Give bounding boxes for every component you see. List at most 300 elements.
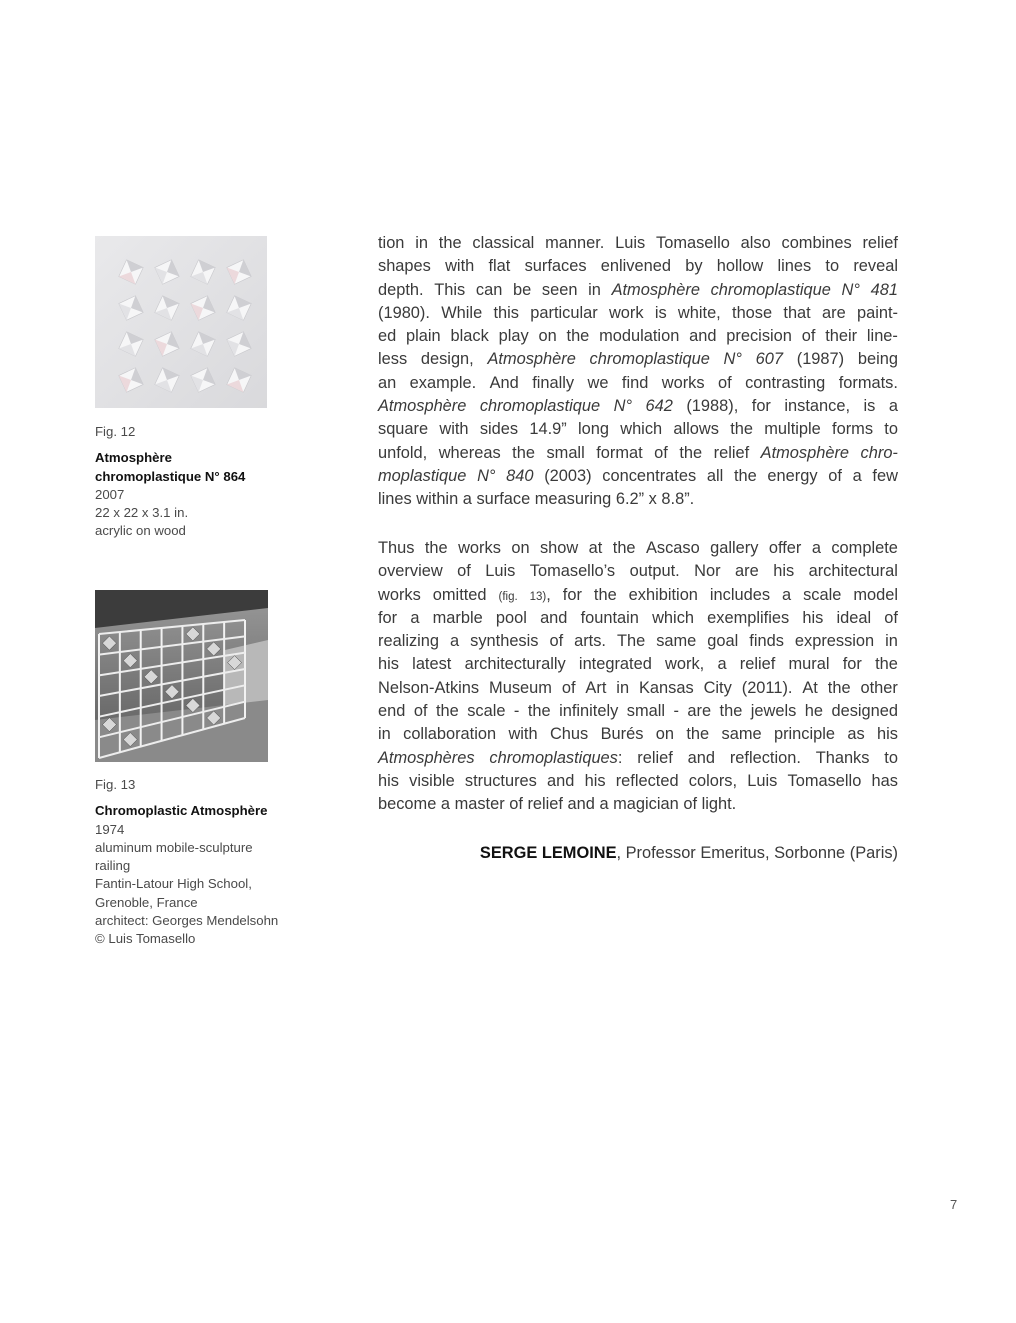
text-word xyxy=(687,700,711,723)
text-word xyxy=(616,770,679,793)
text-line xyxy=(378,677,898,700)
text-word xyxy=(568,793,595,816)
text-word xyxy=(777,255,811,278)
word: long xyxy=(577,420,609,439)
word: work xyxy=(608,303,644,322)
text-word xyxy=(378,560,443,583)
text-line xyxy=(378,793,898,816)
word: seen xyxy=(541,280,578,299)
text-word xyxy=(867,325,898,348)
text-word xyxy=(559,700,618,723)
word: also xyxy=(740,234,771,252)
word: and xyxy=(540,608,568,627)
text-word xyxy=(740,653,776,676)
text-word xyxy=(885,630,898,653)
word: a xyxy=(599,795,609,814)
italic-title: chromoplastique xyxy=(710,280,831,299)
text-word xyxy=(714,442,750,465)
text-word xyxy=(782,584,791,607)
text-word xyxy=(601,723,644,746)
text-word xyxy=(493,302,519,325)
word: are xyxy=(687,702,712,721)
word: Kansas xyxy=(638,678,694,697)
italic-title: chro- xyxy=(860,443,898,462)
text-word xyxy=(613,793,679,816)
text-word xyxy=(562,677,576,700)
text-line xyxy=(378,255,898,278)
word: finally xyxy=(532,373,575,392)
word: (1988), xyxy=(686,397,739,416)
text-word xyxy=(656,723,674,746)
text-word xyxy=(639,677,694,700)
word: tion xyxy=(378,234,405,252)
text-word xyxy=(686,723,709,746)
text-word xyxy=(861,677,898,700)
word: and xyxy=(547,771,575,790)
word: synthesis xyxy=(470,632,539,651)
text-word xyxy=(506,465,533,488)
text-word xyxy=(540,537,578,560)
text-word xyxy=(476,279,502,302)
word: of xyxy=(884,608,898,627)
word: Luis xyxy=(747,771,778,790)
text-word xyxy=(538,325,556,348)
text-word xyxy=(378,723,391,746)
word: the xyxy=(827,678,851,697)
text-word xyxy=(489,677,552,700)
word: his xyxy=(802,608,824,627)
word: which xyxy=(652,608,694,627)
artwork-year: 1974 xyxy=(95,821,125,837)
word: surface xyxy=(476,490,531,509)
word: shapes xyxy=(378,257,431,276)
word: And xyxy=(489,373,519,392)
word: multiple xyxy=(764,420,821,439)
text-word xyxy=(789,653,830,676)
text-word xyxy=(421,348,474,371)
text-line xyxy=(378,700,898,723)
text-word xyxy=(689,770,737,793)
text-line xyxy=(378,325,898,348)
word: his xyxy=(877,725,898,744)
text-word xyxy=(707,630,738,653)
text-word xyxy=(546,442,584,465)
word: a xyxy=(888,397,898,416)
word: While xyxy=(441,303,483,322)
word: This xyxy=(434,280,466,299)
text-word xyxy=(378,255,431,278)
text-word xyxy=(724,348,742,371)
text-word xyxy=(378,770,399,793)
text-word xyxy=(783,302,810,325)
text-word xyxy=(547,770,574,793)
text-word xyxy=(596,442,642,465)
word: , xyxy=(546,585,551,604)
text-word xyxy=(445,255,474,278)
text-word xyxy=(406,325,441,348)
word: find xyxy=(621,373,649,392)
artwork-year: 2007 xyxy=(95,486,125,502)
word: small xyxy=(626,702,665,721)
word: play xyxy=(498,327,529,346)
word: and xyxy=(567,795,595,814)
text-word xyxy=(889,395,898,418)
text-word xyxy=(730,747,801,770)
text-word xyxy=(378,700,405,723)
word: x xyxy=(648,490,657,509)
text-word xyxy=(609,302,644,325)
word: to xyxy=(825,257,840,276)
text-word xyxy=(463,488,472,511)
word: the xyxy=(730,420,754,439)
word: the xyxy=(719,702,743,721)
word: line- xyxy=(866,327,898,346)
text-word xyxy=(673,418,719,441)
text-word xyxy=(378,418,428,441)
word: a xyxy=(782,585,792,604)
word: concentrates xyxy=(602,466,697,485)
word: the xyxy=(593,585,617,604)
italic-title: N° xyxy=(613,397,633,416)
word: ed xyxy=(378,327,397,346)
word: and xyxy=(687,748,715,767)
word: Tomasello’s xyxy=(529,562,616,581)
text-word xyxy=(842,279,860,302)
word: the xyxy=(424,539,448,557)
text-word xyxy=(858,348,898,371)
text-word xyxy=(496,607,527,630)
text-word xyxy=(511,537,529,560)
text-word xyxy=(578,418,609,441)
italic-title: Atmosphère xyxy=(487,350,576,369)
text-line xyxy=(378,442,898,465)
word: classical xyxy=(472,234,535,252)
italic-title: moplastique xyxy=(378,466,467,485)
word: we xyxy=(587,373,609,392)
text-word xyxy=(875,653,898,676)
word: in xyxy=(588,280,601,299)
text-word xyxy=(378,630,439,653)
text-word xyxy=(525,255,587,278)
artwork-title-line: Chromoplastic Atmosphère xyxy=(95,803,268,819)
text-word xyxy=(652,607,694,630)
text-word xyxy=(620,418,662,441)
text-word xyxy=(472,232,534,255)
word: precision xyxy=(726,327,792,346)
text-word xyxy=(828,677,851,700)
text-line xyxy=(378,418,898,441)
text-word xyxy=(702,793,737,816)
text-word xyxy=(378,442,427,465)
text-word xyxy=(629,584,698,607)
word: of xyxy=(683,795,697,814)
author-name: SERGE LEMOINE xyxy=(479,844,617,862)
word: in xyxy=(378,725,391,744)
word: principle xyxy=(773,725,836,744)
word: at xyxy=(588,539,603,557)
word: for xyxy=(562,585,582,604)
text-word xyxy=(378,653,399,676)
text-word xyxy=(884,607,898,630)
text-word xyxy=(403,723,496,746)
text-line xyxy=(378,395,898,418)
word: for xyxy=(751,397,771,416)
text-word xyxy=(409,770,455,793)
text-word xyxy=(877,723,898,746)
artwork-title-line: chromoplastique N° 864 xyxy=(95,468,246,484)
word: with xyxy=(439,420,469,439)
text-word xyxy=(599,325,679,348)
text-word xyxy=(884,418,898,441)
word: includes xyxy=(709,585,771,604)
word: colors, xyxy=(688,771,738,790)
word: - xyxy=(513,702,520,721)
text-word xyxy=(477,465,495,488)
text-line xyxy=(378,488,898,511)
text-word xyxy=(488,255,510,278)
text-line xyxy=(378,607,898,630)
text-line xyxy=(378,372,898,395)
text-word xyxy=(599,793,608,816)
word: Ascaso xyxy=(645,539,700,557)
word: white, xyxy=(677,303,721,322)
word: as xyxy=(847,725,865,744)
text-word xyxy=(847,723,864,746)
text-word xyxy=(711,279,831,302)
word: in xyxy=(616,678,630,697)
word: complete xyxy=(831,539,898,557)
text-word xyxy=(545,232,604,255)
text-word xyxy=(530,560,615,583)
text-word xyxy=(550,723,588,746)
word: manner. xyxy=(545,234,605,252)
italic-title: N° xyxy=(723,350,742,369)
word: 8.8”. xyxy=(661,490,695,509)
word: At xyxy=(802,678,818,697)
text-word xyxy=(678,302,721,325)
text-word xyxy=(769,537,802,560)
relief-artwork-graphic xyxy=(95,236,267,408)
word: City xyxy=(703,678,732,697)
text-word xyxy=(872,770,898,793)
body-paragraph-2 xyxy=(378,537,898,817)
text-word xyxy=(646,537,700,560)
text-word xyxy=(839,372,898,395)
text-word xyxy=(441,793,450,816)
word: other xyxy=(860,678,898,697)
word: finds xyxy=(749,632,784,651)
word: reflection. xyxy=(729,748,801,767)
word: of xyxy=(549,632,564,651)
text-word xyxy=(853,465,862,488)
word: Tomasello xyxy=(787,771,862,790)
word: example. xyxy=(409,373,477,392)
text-word xyxy=(710,584,770,607)
word: lines xyxy=(777,257,812,276)
figure-label: Fig. 12 xyxy=(95,424,136,439)
word: exhibition xyxy=(628,585,698,604)
word: he xyxy=(804,702,824,721)
text-word xyxy=(542,279,578,302)
text-word xyxy=(752,395,771,418)
word: in xyxy=(415,234,428,252)
word: of xyxy=(654,443,668,462)
text-word xyxy=(602,465,696,488)
text-word xyxy=(410,372,477,395)
text-word xyxy=(544,465,591,488)
text-word xyxy=(862,232,898,255)
text-word xyxy=(782,232,852,255)
text-word xyxy=(649,488,657,511)
word: with xyxy=(508,725,538,744)
text-word xyxy=(773,560,794,583)
word: surfaces xyxy=(524,257,587,276)
text-word xyxy=(831,537,898,560)
text-word xyxy=(513,279,531,302)
text-word xyxy=(661,488,694,511)
text-word xyxy=(720,700,743,723)
word: of xyxy=(509,795,523,814)
word: sides xyxy=(479,420,519,439)
text-word xyxy=(433,607,483,630)
text-word xyxy=(512,442,535,465)
word: (1980). xyxy=(378,303,430,322)
text-word xyxy=(455,793,505,816)
word: integrated xyxy=(578,655,652,674)
word: works xyxy=(378,585,421,604)
word: which xyxy=(620,420,663,439)
text-word xyxy=(679,442,702,465)
word: offer xyxy=(768,539,802,557)
author-signature xyxy=(480,842,898,865)
word: relief xyxy=(527,795,563,814)
text-word xyxy=(662,372,705,395)
word: latest xyxy=(412,655,452,674)
text-word xyxy=(614,395,632,418)
text-word xyxy=(480,418,518,441)
text-word xyxy=(528,700,551,723)
word: a xyxy=(450,632,460,651)
text-word xyxy=(735,560,759,583)
word: light. xyxy=(701,795,737,814)
word: marble xyxy=(432,608,483,627)
text-word xyxy=(742,677,793,700)
text-word xyxy=(689,325,716,348)
word: gallery xyxy=(710,539,759,557)
italic-title: 642 xyxy=(645,397,673,416)
word: design, xyxy=(420,350,474,369)
word: a xyxy=(410,608,420,627)
text-word xyxy=(732,302,772,325)
word: pool xyxy=(495,608,527,627)
word: Tomasello xyxy=(656,234,730,252)
word: the xyxy=(612,539,636,557)
word: to xyxy=(884,420,898,439)
text-word xyxy=(378,607,397,630)
text-word xyxy=(378,584,421,607)
text-word xyxy=(726,325,792,348)
text-word xyxy=(439,442,501,465)
italic-title: chromoplastique xyxy=(589,350,710,369)
word: The xyxy=(616,632,646,651)
text-word xyxy=(451,325,489,348)
text-line xyxy=(378,348,898,371)
word: small xyxy=(546,443,585,462)
word: paint- xyxy=(856,303,898,322)
text-word xyxy=(588,372,609,395)
page-number: 7 xyxy=(950,1197,958,1212)
word: goal xyxy=(707,632,739,651)
text-word xyxy=(828,465,842,488)
word: depth. xyxy=(378,280,424,299)
text-word xyxy=(378,747,475,770)
word: be xyxy=(513,280,532,299)
text-word xyxy=(825,255,839,278)
word: a xyxy=(811,539,821,557)
word: instance, xyxy=(784,397,850,416)
word: collaboration xyxy=(403,725,497,744)
figure-12-image xyxy=(95,236,267,408)
text-word xyxy=(655,302,667,325)
word: enlivened xyxy=(600,257,671,276)
word: reveal xyxy=(853,257,898,276)
text-word xyxy=(458,537,501,560)
text-word xyxy=(707,465,723,488)
text-word xyxy=(613,537,636,560)
text-word xyxy=(656,232,730,255)
text-line xyxy=(378,560,898,583)
word: architecturally xyxy=(464,655,566,674)
text-word xyxy=(532,372,574,395)
word: less xyxy=(378,350,408,369)
word: Burés xyxy=(600,725,644,744)
text-word xyxy=(378,232,404,255)
artwork-dimensions: 22 x 22 x 3.1 in. xyxy=(95,505,189,521)
text-word xyxy=(465,653,566,676)
text-line xyxy=(378,747,898,770)
text-word xyxy=(656,630,696,653)
text-line xyxy=(378,302,898,325)
word: Luis xyxy=(485,562,516,581)
text-word xyxy=(836,607,871,630)
word: those xyxy=(732,303,773,322)
artwork-location: Grenoble, France xyxy=(95,894,198,910)
italic-title: chromoplastique xyxy=(479,397,601,416)
word: Thanks xyxy=(815,748,870,767)
text-word xyxy=(378,488,412,511)
text-word xyxy=(378,537,414,560)
text-word xyxy=(514,700,519,723)
text-word xyxy=(414,700,428,723)
word: of xyxy=(828,466,842,485)
word: modulation xyxy=(599,327,680,346)
word: the xyxy=(686,725,710,744)
word: the xyxy=(438,234,462,252)
text-word xyxy=(718,372,732,395)
word: within xyxy=(416,490,459,509)
word: the xyxy=(435,702,459,721)
word: are xyxy=(822,303,846,322)
figure-label: Fig. 13 xyxy=(95,777,136,792)
text-word xyxy=(872,465,898,488)
text-word xyxy=(751,700,797,723)
text-word xyxy=(540,607,567,630)
text-word xyxy=(683,793,697,816)
text-word xyxy=(476,488,530,511)
text-word xyxy=(450,630,459,653)
word: Museum xyxy=(489,678,552,697)
word: with xyxy=(445,257,475,276)
